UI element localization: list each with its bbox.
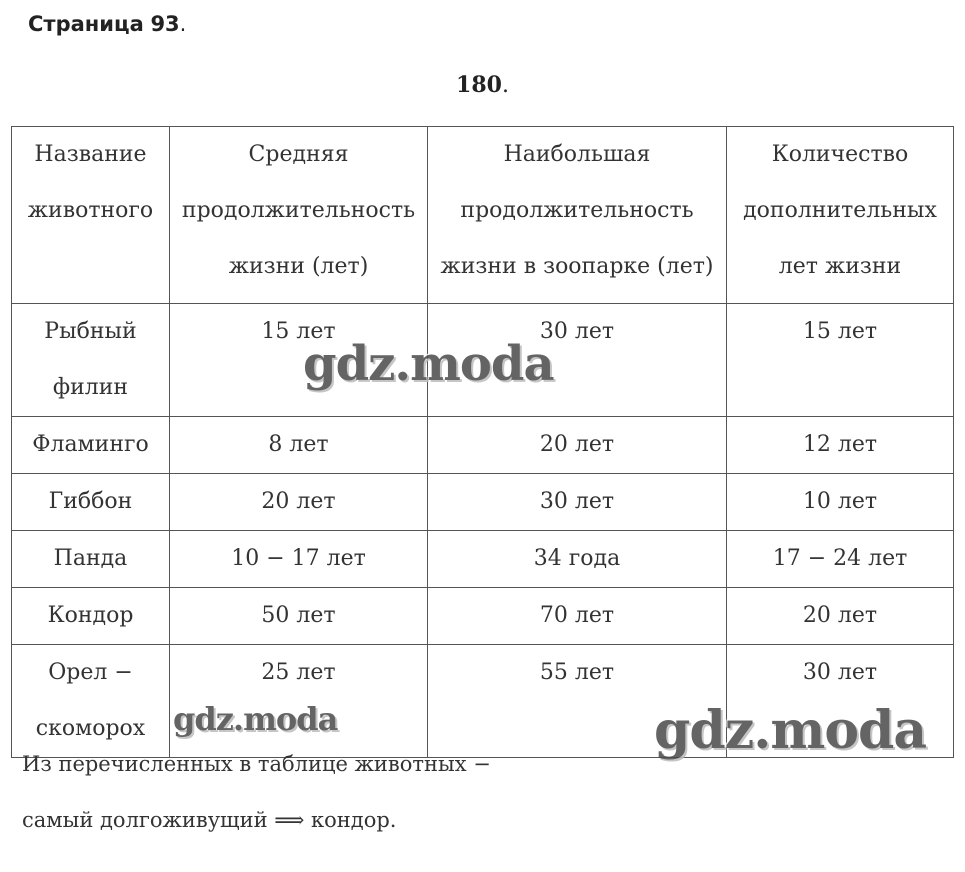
extra-years-cell: 12 лет: [727, 417, 954, 474]
extra-years-cell: 30 лет: [727, 645, 954, 758]
extra-years-cell: 17 − 24 лет: [727, 531, 954, 588]
header-line: дополнительных: [743, 198, 937, 223]
header-line: продолжительность: [181, 198, 416, 223]
extra-years-cell: 20 лет: [727, 588, 954, 645]
header-line: жизни в зоопарке (лет): [440, 254, 714, 279]
watermark-logo: gdz.moda: [303, 336, 554, 392]
animal-name-cell: [12, 304, 170, 417]
animal-name-cell: [12, 474, 170, 531]
watermark-logo: gdz.moda: [173, 700, 338, 738]
animal-name-cell: [12, 531, 170, 588]
table-row: [12, 588, 954, 645]
max-lifespan-cell: 20 лет: [428, 417, 727, 474]
max-lifespan-cell: 30 лет: [428, 304, 727, 417]
header-line: Название: [34, 142, 147, 167]
header-line: Средняя: [248, 142, 349, 167]
problem-number-punct: .: [501, 73, 509, 98]
page-label: Страница: [28, 12, 144, 36]
animal-name-line: Кондор: [47, 603, 134, 628]
animal-name-line: филин: [52, 375, 129, 400]
animal-lifespan-table: [11, 126, 954, 758]
table-row: [12, 474, 954, 531]
max-lifespan-cell: 30 лет: [428, 474, 727, 531]
problem-number-value: 180: [456, 72, 502, 98]
watermark-logo: gdz.moda: [654, 700, 927, 761]
header-line: жизни (лет): [228, 254, 369, 279]
animal-name-cell: [12, 588, 170, 645]
problem-number: [0, 72, 965, 98]
max-lifespan-cell: 70 лет: [428, 588, 727, 645]
average-lifespan-cell: 8 лет: [170, 417, 428, 474]
header-max-lifespan-zoo: [428, 127, 727, 304]
table-row: [12, 417, 954, 474]
animal-name-line: Орел −: [48, 660, 133, 685]
header-animal: [12, 127, 170, 304]
header-line: животного: [27, 198, 154, 223]
max-lifespan-cell: 55 лет: [428, 645, 727, 758]
animal-name-line: Рыбный: [44, 319, 137, 344]
header-extra-years: [727, 127, 954, 304]
header-line: лет жизни: [778, 254, 902, 279]
header-average-lifespan: [170, 127, 428, 304]
animal-name-line: Фламинго: [32, 432, 149, 457]
page-punct: .: [179, 12, 187, 36]
max-lifespan-cell: 34 года: [428, 531, 727, 588]
average-lifespan-cell: 15 лет: [170, 304, 428, 417]
average-lifespan-cell: 25 лет: [170, 645, 428, 758]
conclusion-line: самый долгоживущий ⟹ кондор.: [22, 808, 397, 832]
average-lifespan-cell: 20 лет: [170, 474, 428, 531]
animal-name-line: скоморох: [35, 716, 146, 741]
page-number: 93: [150, 12, 180, 36]
animal-name-cell: [12, 417, 170, 474]
header-line: продолжительность: [460, 198, 694, 223]
header-line: Количество: [771, 142, 909, 167]
average-lifespan-cell: 10 − 17 лет: [170, 531, 428, 588]
animal-name-line: Панда: [53, 546, 128, 571]
page-header: [28, 12, 186, 36]
average-lifespan-cell: 50 лет: [170, 588, 428, 645]
conclusion-text: [22, 736, 491, 848]
extra-years-cell: 10 лет: [727, 474, 954, 531]
table-header-row: [12, 127, 954, 304]
animal-name-line: Гиббон: [48, 489, 133, 514]
table-row: [12, 531, 954, 588]
conclusion-line: Из перечисленных в таблице животных −: [22, 752, 491, 776]
extra-years-cell: 15 лет: [727, 304, 954, 417]
header-line: Наибольшая: [503, 142, 651, 167]
